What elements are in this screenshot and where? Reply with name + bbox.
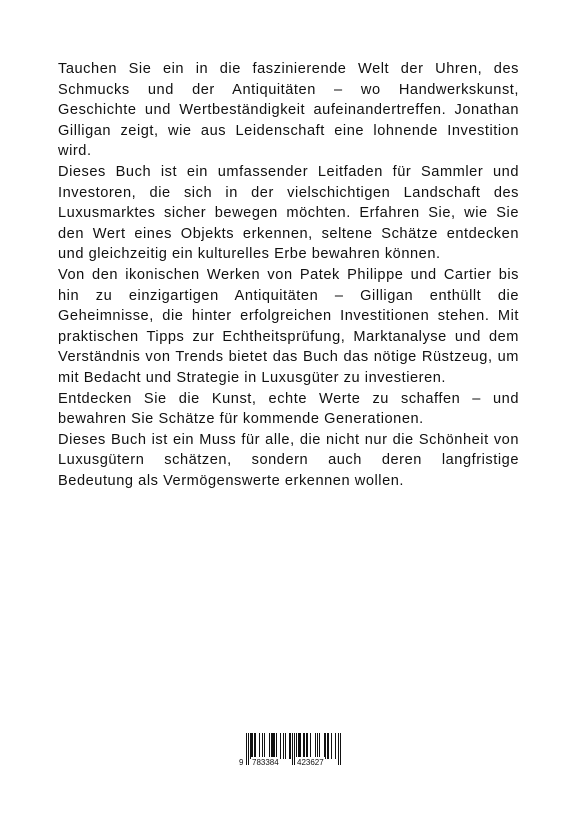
barcode-bar — [285, 733, 286, 759]
barcode-bar — [252, 733, 253, 759]
blurb-paragraph-3: Von den ikonischen Werken von Patek Philippe und Cartier bis hin zu einzigartigen Antiquitäten – Gilligan enthüllt die Geheimnisse, die hinter erfolgreichen Investitionen stehen. Mit praktischen Tipps zur Echtheitsprüfung, Marktanalyse und dem Verständnis von Trends bietet das Buch das nötige Rüstzeug, um mit Bedacht und Strategie in Luxusgüter zu investieren. — [58, 266, 519, 386]
barcode-bar — [280, 733, 281, 759]
barcode-bar — [331, 733, 332, 759]
blurb-paragraph-4: Entdecken Sie die Kunst, echte Werte zu schaffen – und bewahren Sie Schätze für kommende Generationen. — [58, 390, 519, 428]
barcode-bar — [304, 733, 305, 759]
barcode-bar — [315, 733, 316, 759]
barcode-bar — [299, 733, 300, 759]
barcode-bar — [250, 733, 251, 759]
barcode-bar — [327, 733, 328, 759]
barcode-bar — [254, 733, 255, 759]
barcode-bar — [272, 733, 273, 759]
barcode-bar — [306, 733, 307, 759]
blurb-paragraph-1: Tauchen Sie ein in die faszinierende Welt der Uhren, des Schmucks und der Antiquitäten – wo Handwerkskunst, Geschichte und Wertbeständigkeit aufeinandertreffen. Jonathan Gilligan zeigt, wie aus Leidenschaft eine lohnende Investition wird. — [58, 61, 519, 160]
barcode-first-digit: 9 — [239, 758, 244, 767]
barcode-left-digits: 783384 — [252, 758, 279, 767]
barcode-right-digits: 423627 — [297, 758, 324, 767]
barcode-bar — [325, 733, 326, 759]
barcode-bar — [317, 733, 318, 759]
barcode-bar — [259, 733, 260, 759]
barcode-bar — [264, 733, 265, 759]
barcode-bar — [262, 733, 263, 759]
barcode-bar — [271, 733, 272, 759]
barcode-digits — [238, 757, 342, 769]
barcode-bar — [255, 733, 256, 759]
barcode-bar — [273, 733, 274, 759]
barcode-bar — [274, 733, 275, 759]
blurb-paragraph-2: Dieses Buch ist ein umfassender Leitfaden für Sammler und Investoren, die sich in der vielschichtigen Landschaft des Luxusmarktes sicher bewegen möchten. Erfahren Sie, wie Sie den Wert eines Objekts erkennen, seltene Schätze entdecken und gleichzeitig ein kulturelles Erbe bewahren können. — [58, 163, 519, 263]
barcode-bar — [303, 733, 304, 759]
barcode-bar — [290, 733, 291, 759]
barcode-bar — [283, 733, 284, 759]
isbn-barcode — [238, 733, 342, 769]
barcode-bar — [296, 733, 297, 759]
blurb-paragraph-5: Dieses Buch ist ein Muss für alle, die nicht nur die Schönheit von Luxusgütern schätzen, sondern auch deren langfristige Bedeutung als Vermögenswerte erkennen wollen. — [58, 431, 519, 489]
barcode-bar — [298, 733, 299, 759]
barcode-bar — [335, 733, 336, 759]
barcode-bar — [269, 733, 270, 759]
barcode-bar — [319, 733, 320, 759]
blurb-text — [58, 59, 519, 491]
barcode-bar — [289, 733, 290, 759]
barcode-bar — [276, 733, 277, 759]
barcode-bar — [307, 733, 308, 759]
barcode-bar — [251, 733, 252, 759]
barcode-bar — [310, 733, 311, 759]
barcode-bar — [328, 733, 329, 759]
barcode-bar — [324, 733, 325, 759]
barcode-bar — [300, 733, 301, 759]
